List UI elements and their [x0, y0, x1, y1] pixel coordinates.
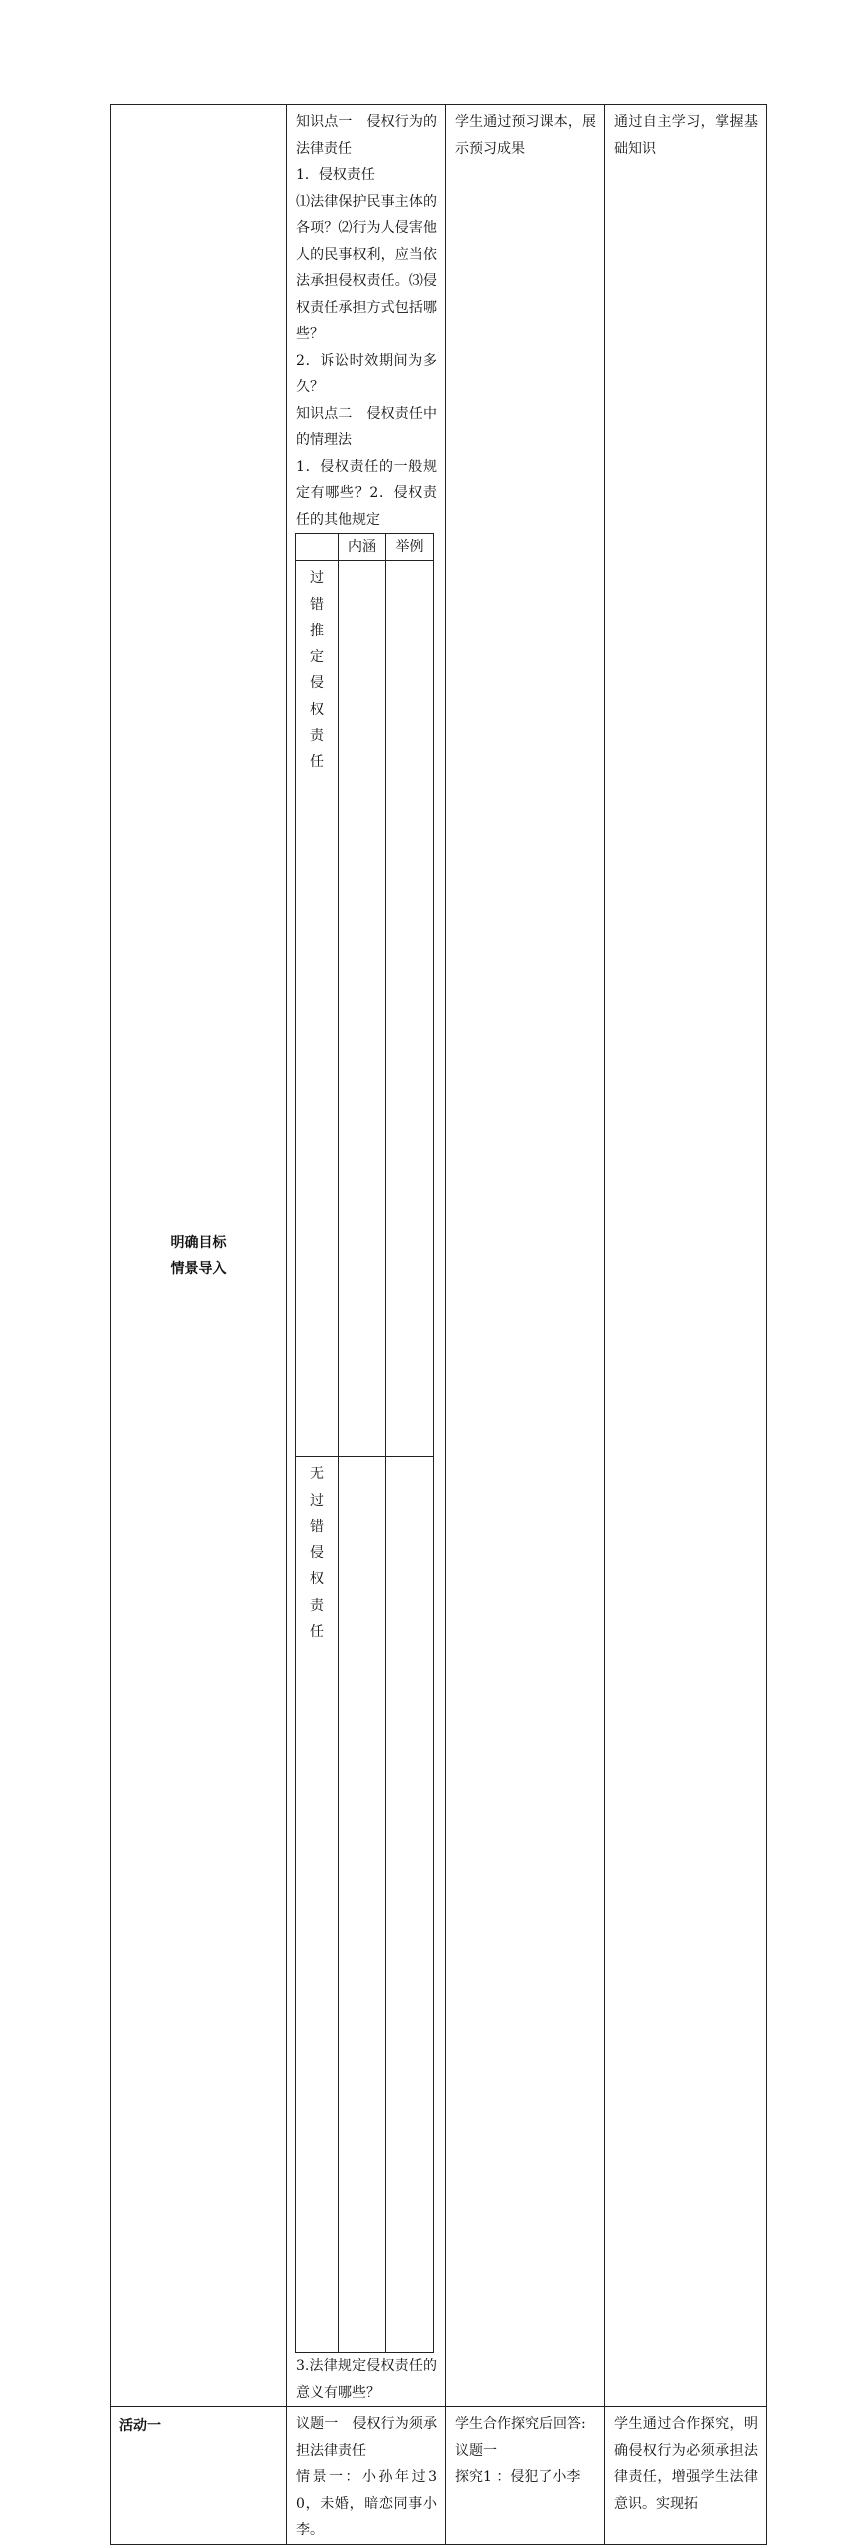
meaning-cell: [339, 561, 386, 1457]
header-cell: [296, 534, 339, 561]
section-label: 活动一: [119, 2418, 161, 2435]
vertical-label-char: 责: [310, 728, 324, 745]
vertical-label-char: 任: [310, 754, 324, 771]
vertical-label-char: 责: [310, 1597, 324, 1614]
liability-table-row: [296, 1457, 434, 2353]
vertical-label-char: 权: [310, 701, 324, 718]
header-cell: 内涵: [339, 534, 386, 561]
student-activity-text: 探究1 ：侵犯了小李: [455, 2469, 581, 2486]
liability-table-header: [296, 534, 434, 561]
design-intent-text: 通过自主学习，掌握基础知识: [614, 114, 758, 157]
vertical-label-char: 侵: [310, 675, 324, 692]
item-text: ⑴法律保护民事主体的各项？⑵行为人侵害他人的民事权利，应当依法承担侵权责任。⑶侵权责任承担方式包括哪些？: [296, 193, 437, 342]
item-text: 1．侵权责任的一般规定有哪些？2．侵权责任的其他规定: [296, 458, 437, 528]
section-label-line2: 情景导入: [170, 1260, 227, 1277]
vertical-label-char: 错: [310, 1518, 324, 1535]
student-activity-cell: [446, 2407, 605, 2545]
vertical-label-cell: [296, 1457, 339, 2353]
example-cell: [386, 561, 434, 1457]
section-label-line1: 明确目标: [170, 1234, 227, 1251]
content-cell: [287, 2407, 446, 2545]
table-row: [111, 2407, 767, 2545]
vertical-label-char: 任: [310, 1624, 324, 1641]
liability-table: [295, 533, 434, 2353]
vertical-label-char: 无: [310, 1466, 324, 1483]
vertical-label: [296, 561, 338, 775]
scenario-text: 情景一：小孙年过30，未婚，暗恋同事小李。: [296, 2469, 437, 2539]
meaning-cell: [339, 1457, 386, 2353]
vertical-label-char: 错: [310, 596, 324, 613]
knowledge-point-2-title: 知识点二 侵权责任中的情理法: [296, 405, 437, 448]
liability-table-row: [296, 561, 434, 1457]
item-heading: 1．侵权责任: [296, 167, 375, 183]
section-label-cell: [111, 2407, 287, 2545]
design-intent-cell: [605, 105, 767, 2407]
example-cell: [386, 1457, 434, 2353]
vertical-label: [296, 1457, 338, 1645]
student-activity-text: 议题一: [455, 2442, 497, 2459]
student-activity-text: 学生通过预习课本，展示预习成果: [455, 114, 596, 157]
design-intent-text: 学生通过合作探究，明确侵权行为必须承担法律责任，增强学生法律意识。实现拓: [614, 2416, 758, 2512]
vertical-label-cell: [296, 561, 339, 1457]
vertical-label-char: 推: [310, 622, 324, 639]
design-intent-cell: [605, 2407, 767, 2545]
vertical-label-char: 侵: [310, 1545, 324, 1562]
topic-title: 议题一 侵权行为须承担法律责任: [296, 2416, 437, 2459]
vertical-label-char: 过: [310, 1492, 324, 1509]
student-activity-text: 学生合作探究后回答:: [455, 2416, 586, 2433]
table-row: [111, 105, 767, 2407]
vertical-label-char: 过: [310, 570, 324, 587]
knowledge-point-1-title: 知识点一 侵权行为的法律责任: [296, 114, 437, 157]
vertical-label-char: 权: [310, 1571, 324, 1588]
student-activity-cell: [446, 105, 605, 2407]
header-cell: 举例: [386, 534, 434, 561]
lesson-plan-table: [110, 104, 767, 2545]
item-heading: 2．诉讼时效期间为多久？: [296, 352, 437, 395]
item-text: 3.法律规定侵权责任的意义有哪些？: [296, 2358, 437, 2401]
content-cell: [287, 105, 446, 2407]
vertical-label-char: 定: [310, 649, 324, 666]
section-label-cell: [111, 105, 287, 2407]
